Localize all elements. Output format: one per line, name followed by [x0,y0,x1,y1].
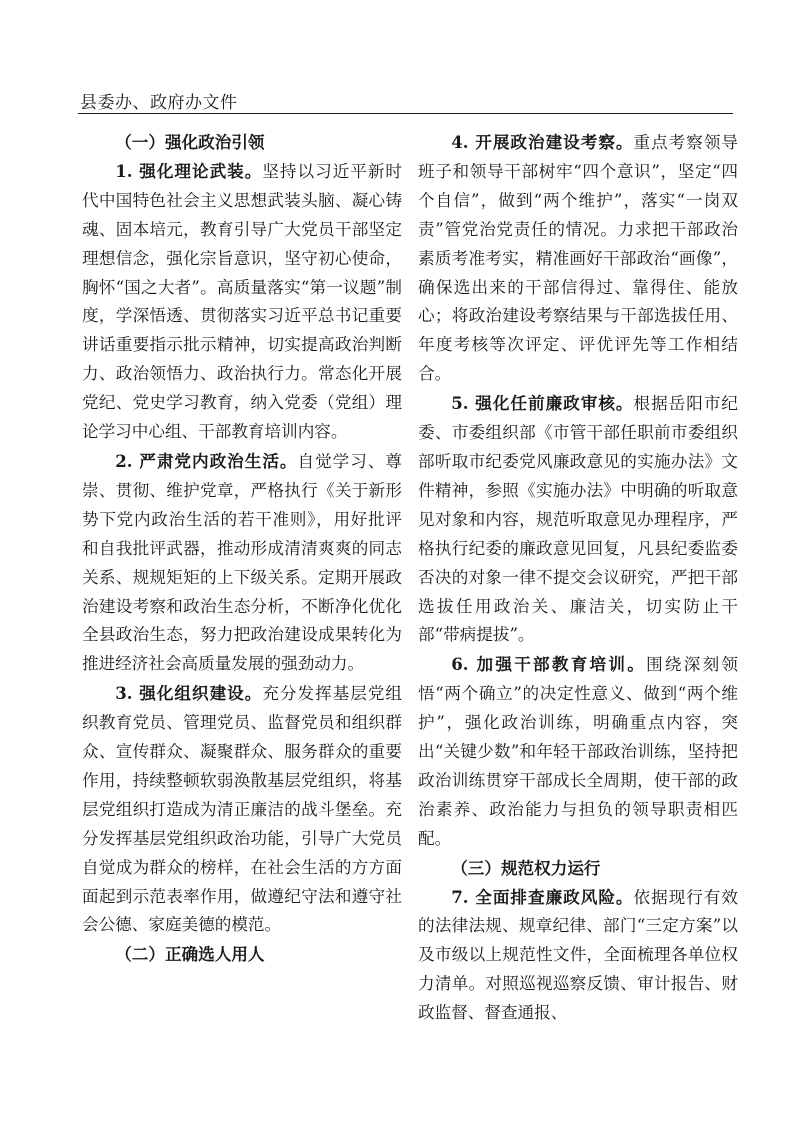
section-heading-2: （二）正确选人用人 [115,944,265,965]
item-7 [418,883,738,1029]
left-column [82,128,402,969]
item-3-body: 充分发挥基层党组织教育党员、管理党员、监督党员和组织群众、宣传群众、凝聚群众、服务群众的重要作用，持续整顿软弱涣散基层党组织，将基层党组织打造成为清正廉洁的战斗堡垒。充分发挥基层党组织政治功能，引导广大党员自觉成为群众的榜样，在社会生活的方方面面起到示范表率作用，做遵纪守法和遵守社会公德、家庭美德的模范。 [82,684,402,935]
item-4-body: 重点考察领导班子和领导干部树牢“四个意识”，坚定“四个自信”，做到“两个维护”，落实“一岗双责”管党治党责任的情况。力求把干部政治素质考准考实，精准画好干部政治“画像”，确保选出来的干部信得过、靠得住、能放心；将政治建设考察结果与干部选拔任用、年度考核等次评定、评优评先等工作相结合。 [418,133,738,384]
item-2-body: 自觉学习、尊崇、贯彻、维护党章，严格执行《关于新形势下党内政治生活的若干准则》，用好批评和自我批评武器，推动形成清清爽爽的同志关系、规规矩矩的上下级关系。定期开展政治建设考察和政治生态分析，不断净化优化全县政治生态，努力把政治建设成果转化为推进经济社会高质量发展的强劲动力。 [82,451,402,674]
item-7-body: 依据现行有效的法律法规、规章纪律、部门“三定方案”以及市级以上规范性文件，全面梳理各单位权力清单。对照巡视巡察反馈、审计报告、财政监督、督查通报、 [418,887,738,1023]
running-header: 县委办、政府办文件 [80,93,238,113]
item-4 [418,128,738,389]
item-2-lead: 2. 严肃党内政治生活。 [115,450,298,471]
item-5-body: 根据岳阳市纪委、市委组织部《市管干部任职前市委组织部听取市纪委党风廉政意见的实施办法》文件精神，参照《实施办法》中明确的听取意见对象和内容，规范听取意见办理程序，严格执行纪委的廉政意见回复，凡县纪委监委否决的对象一律不提交会议研究，严把干部选拔任用政治关、廉洁关，切实防止干部“带病提拔”。 [418,394,738,645]
item-2 [82,447,402,679]
item-5 [418,389,738,650]
item-6-lead: 6. 加强干部教育培训。 [451,654,647,675]
item-3-lead: 3. 强化组织建设。 [115,683,263,704]
item-1-body: 坚持以习近平新时代中国特色社会主义思想武装头脑、凝心铸魂、固本培元，教育引导广大党员干部坚定理想信念，强化宗旨意识，坚守初心使命，胸怀“国之大者”。高质量落实“第一议题”制度，学深悟透、贯彻落实习近平总书记重要讲话重要指示批示精神，切实提高政治判断力、政治领悟力、政治执行力。常态化开展党纪、党史学习教育，纳入党委（党组）理论学习中心组、干部教育培训内容。 [82,161,402,442]
item-1-lead: 1. 强化理论武装。 [115,160,263,181]
item-4-lead: 4. 开展政治建设考察。 [451,132,634,152]
item-6-body: 围绕深刻领悟“两个确立”的决定性意义、做到“两个维护”，强化政治训练，明确重点内容，突出“关键少数”和年轻干部政治训练，坚持把政治训练贯穿干部成长全周期，使干部的政治素养、政治能力与担负的领导职责相匹配。 [418,655,738,848]
section-heading-1: （一）强化政治引领 [115,132,265,152]
section-heading-3: （三）规范权力运行 [451,857,601,878]
item-7-lead: 7. 全面排查廉政风险。 [451,886,634,907]
item-3 [82,679,402,940]
right-column [418,128,738,1028]
header-divider [78,113,733,114]
item-5-lead: 5. 强化任前廉政审核。 [451,393,634,414]
item-1 [82,157,402,447]
item-6 [418,650,738,853]
